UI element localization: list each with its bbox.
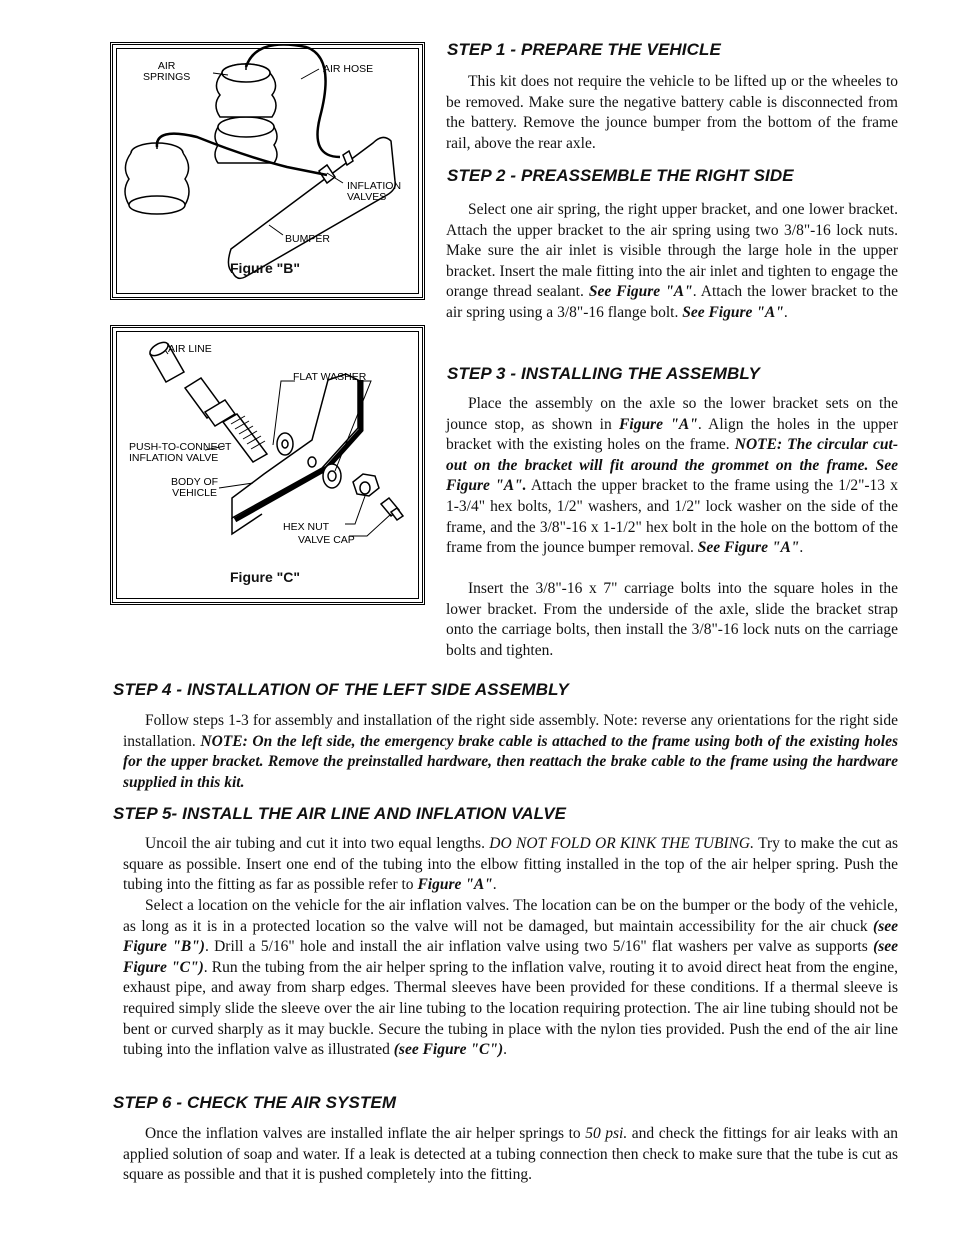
step5-ref-figure-b: (see Figure "B")	[123, 917, 898, 956]
step1-heading: STEP 1 - PREPARE THE VEHICLE	[447, 40, 721, 59]
label-hex-nut: HEX NUT	[283, 521, 330, 533]
step2-body-2: . Attach the lower bracket to the air spring using a 3/8"-16 flange bolt.	[446, 283, 898, 321]
step3-heading: STEP 3 - INSTALLING THE ASSEMBLY	[447, 364, 760, 383]
step2-body-1: Select one air spring, the right upper bracket, and one lower bracket. Attach the upper bracket to the air spring using two 3/8"-16 lock nuts. Make sure the air inlet is visible through the large hole in the upper bracket. Insert the male fitting into the air inlet and tighten to engage the orange thread sealant.	[446, 201, 898, 301]
step5-body-2: Try to make the cut as square as possible. Insert one end of the tubing into the elbow fitting installed in the top of the air helper spring. Push the tubing into the fitting as far as possible refer to	[123, 835, 898, 894]
step5-caution: DO NOT FOLD OR KINK THE TUBING.	[489, 835, 755, 852]
step5-body-4: Select a location on the vehicle for the air inflation valves. The location can be on the bumper or the body of the vehicle, as long as it is in a protected location so the valve will not be damaged, but maintain accessibility for the air chuck	[123, 897, 898, 935]
label-flat-washer: FLAT WASHER	[293, 371, 367, 383]
step5-paragraph-2	[123, 896, 898, 1061]
step2-text	[446, 200, 898, 324]
step4-text	[123, 711, 898, 793]
step3-ref-figure-a-1: Figure "A"	[619, 415, 698, 433]
label-bumper: BUMPER	[285, 233, 330, 245]
label-air-hose: AIR HOSE	[323, 63, 374, 75]
step4-heading: STEP 4 - INSTALLATION OF THE LEFT SIDE ASSEMBLY	[113, 680, 569, 699]
step2-ref-figure-a-2: See Figure "A"	[682, 303, 784, 321]
step3-body-3: Attach the upper bracket to the frame using the 1/2"-13 x 1-3/4" hex bolts, 1/2" washers, and 1/2" lock washer on the side of the frame, and the 3/8"-16 x 1-1/2" hex bolt in the hole on the bottom of the frame from the jounce bumper removal.	[446, 477, 898, 557]
step5-body-1: Uncoil the air tubing and cut it into two equal lengths.	[145, 835, 490, 852]
label-inflation-valves: INFLATION VALVES	[347, 180, 402, 203]
step2-heading: STEP 2 - PREASSEMBLE THE RIGHT SIDE	[447, 166, 794, 185]
step5-body-7: .	[503, 1041, 507, 1059]
step1-body: This kit does not require the vehicle to be lifted up or the wheeles to be removed. Make sure the negative battery cable is disconnected from the battery. Remove the jounce bumper from the bottom of the frame rail, above the rear axle.	[446, 73, 898, 152]
label-valve-cap: VALVE CAP	[298, 534, 355, 546]
step3-note: NOTE: The circular cut-out on the bracket will fit around the grommet on the frame. See Figure "A".	[446, 436, 898, 495]
step3-paragraph-1	[446, 394, 898, 559]
step3-ref-figure-a-2: See Figure "A"	[697, 539, 800, 557]
label-push-to-connect: PUSH-TO-CONNECT INFLATION VALVE	[129, 441, 232, 464]
figure-c-caption: Figure "C"	[230, 569, 301, 585]
step6-psi: 50 psi.	[585, 1125, 628, 1142]
step6-body-1: Once the inflation valves are installed inflate the air helper springs to	[145, 1125, 586, 1142]
step5-ref-figure-c-1: (see Figure "C")	[123, 938, 899, 976]
label-body-of-vehicle: BODY OF VEHICLE	[171, 476, 219, 499]
step2-body-3: .	[783, 303, 788, 321]
step4-note: NOTE: On the left side, the emergency brake cable is attached to the frame using both of the existing holes for the upper bracket. Remove the preinstalled hardware, then reattach the brake cable to the frame using the hardware supplied in this kit.	[123, 732, 898, 791]
figure-b	[110, 42, 425, 300]
step6-heading: STEP 6 - CHECK THE AIR SYSTEM	[113, 1093, 397, 1112]
step6-body-2: and check the fittings for air leaks with an applied solution of soap and water. If a leak is detected at a tubing connection then check to make sure that the tube is cut as square as possible and that it is pushed completely into the fitting.	[123, 1125, 898, 1184]
step5-paragraph-1	[123, 834, 898, 896]
label-air-line: AIR LINE	[168, 343, 212, 355]
figure-b-caption: Figure "B"	[230, 260, 301, 276]
step5-body-6: . Run the tubing from the air helper spring to the inflation valve, routing it to avoid direct heat from the engine, exhaust pipe, and away from sharp edges. Thermal sleeves have been provided for these conditions. If a thermal sleeve is required simply slide the sleeve over the air line tubing to the location requiring protection. The air line tubing should not be bent or curved sharply as it may buckle. Secure the tubing in place with the nylon ties provided. Push the end of the air line tubing into the inflation valve as illustrated	[123, 958, 898, 1059]
step5-ref-figure-a: Figure "A"	[417, 876, 493, 894]
step3-paragraph-2: Insert the 3/8"-16 x 7" carriage bolts into the square holes in the lower bracket. From the underside of the axle, slide the bracket strap onto the carriage bolts, then install the 3/8"-16 lock nuts on the carriage bolts and tighten.	[446, 580, 898, 659]
step2-ref-figure-a-1: See Figure "A"	[588, 283, 693, 301]
step3-body-2: . Align the holes in the upper bracket with the existing holes on the frame.	[446, 415, 898, 454]
step4-body: Follow steps 1-3 for assembly and installation of the right side assembly. Note: reverse any orientations for the right side installation.	[123, 712, 898, 750]
step5-body-3: .	[492, 876, 497, 894]
step3-body-1: Place the assembly on the axle so the lower bracket sets on the jounce stop, as shown in	[446, 395, 898, 433]
step5-body-5: . Drill a 5/16" hole and install the air inflation valve using two 5/16" flat washers per valve as supports	[204, 938, 874, 956]
step3-body-4: .	[799, 539, 804, 557]
step5-heading: STEP 5- INSTALL THE AIR LINE AND INFLATION VALVE	[113, 804, 567, 823]
figure-c	[110, 325, 425, 605]
step1-text	[446, 72, 898, 154]
label-air-springs: AIR SPRINGS	[143, 60, 191, 83]
step6-text	[123, 1124, 898, 1186]
step5-ref-figure-c-2: (see Figure "C")	[393, 1041, 504, 1059]
figure-c-illustration	[113, 328, 422, 602]
